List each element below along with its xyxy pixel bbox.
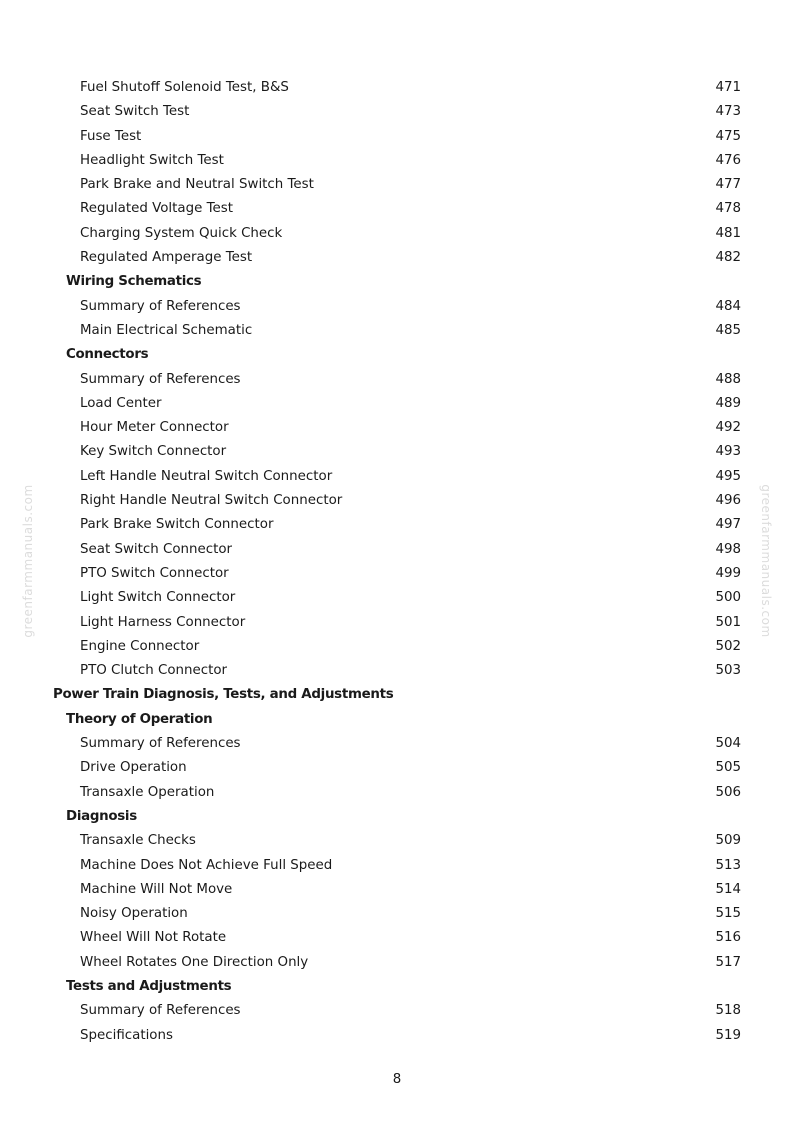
- toc-entry[interactable]: [0, 173, 794, 197]
- toc-page-number: 496: [715, 493, 741, 509]
- toc-page-number: 519: [715, 1027, 741, 1043]
- toc-entry[interactable]: [0, 416, 794, 440]
- toc-page-number: 477: [715, 177, 741, 193]
- toc-page-number: 478: [715, 201, 741, 217]
- toc-subsection-title: Tests and Adjustments: [66, 978, 232, 994]
- toc-page-number: 473: [715, 104, 741, 120]
- toc-page-number: 516: [715, 930, 741, 946]
- toc-section[interactable]: [0, 683, 794, 707]
- toc-page-number: 476: [715, 152, 741, 168]
- toc-entry[interactable]: [0, 513, 794, 537]
- toc-entry-title: PTO Clutch Connector: [80, 663, 228, 679]
- toc-entry[interactable]: [0, 125, 794, 149]
- toc-page-number: 504: [715, 736, 741, 752]
- toc-entry-title: Left Handle Neutral Switch Connector: [80, 468, 333, 484]
- toc-entry-title: Wheel Rotates One Direction Only: [80, 954, 309, 970]
- watermark-right: greenfarmmanuals.com: [759, 484, 773, 638]
- toc-subsection[interactable]: [0, 805, 794, 829]
- toc-page-number: 498: [715, 541, 741, 557]
- toc-page-number: 506: [715, 784, 741, 800]
- toc-subsection-title: Wiring Schematics: [66, 274, 202, 290]
- toc-page-number: 513: [715, 857, 741, 873]
- toc-entry-title: Fuel Shutoff Solenoid Test, B&S: [80, 80, 289, 95]
- toc-entry[interactable]: [0, 854, 794, 878]
- toc-entry[interactable]: [0, 732, 794, 756]
- toc-entry-title: Key Switch Connector: [80, 444, 227, 460]
- toc-entry-title: Transaxle Checks: [80, 833, 196, 849]
- toc-entry-title: Drive Operation: [80, 760, 187, 776]
- toc-entry-title: Engine Connector: [80, 638, 200, 654]
- toc-page-number: 475: [715, 128, 741, 144]
- toc-entry[interactable]: [0, 149, 794, 173]
- toc-page-number: 514: [715, 881, 741, 897]
- toc-entry-title: Main Electrical Schematic: [80, 322, 253, 338]
- toc-entry[interactable]: [0, 1024, 794, 1048]
- toc-subsection[interactable]: [0, 975, 794, 999]
- toc-page-number: 482: [715, 250, 741, 266]
- toc-entry[interactable]: [0, 222, 794, 246]
- toc-page-number: 485: [715, 322, 741, 338]
- toc-entry[interactable]: [0, 465, 794, 489]
- toc-entry-title: Park Brake Switch Connector: [80, 517, 274, 533]
- toc-entry-title: Light Harness Connector: [80, 614, 246, 630]
- toc-page-number: 509: [715, 833, 741, 849]
- toc-entry-title: Machine Does Not Achieve Full Speed: [80, 857, 333, 873]
- page-number: 8: [392, 1072, 402, 1087]
- toc-entry[interactable]: [0, 562, 794, 586]
- toc-entry[interactable]: [0, 781, 794, 805]
- toc-page-number: 493: [715, 444, 741, 460]
- toc-entry-title: Right Handle Neutral Switch Connector: [80, 493, 343, 509]
- toc-entry-title: Regulated Amperage Test: [80, 250, 253, 266]
- toc-entry-title: Park Brake and Neutral Switch Test: [80, 177, 314, 193]
- toc-entry[interactable]: [0, 829, 794, 853]
- toc-page-number: 501: [715, 614, 741, 630]
- toc-page-number: 492: [715, 420, 741, 436]
- toc-entry[interactable]: [0, 100, 794, 124]
- toc-entry[interactable]: [0, 295, 794, 319]
- toc-subsection[interactable]: [0, 343, 794, 367]
- toc-page-number: 497: [715, 517, 741, 533]
- toc-entry[interactable]: [0, 538, 794, 562]
- watermark-left: greenfarmmanuals.com: [21, 484, 35, 638]
- toc-entry[interactable]: [0, 440, 794, 464]
- toc-entry[interactable]: [0, 902, 794, 926]
- toc-section-title: Power Train Diagnosis, Tests, and Adjustments: [53, 687, 394, 703]
- toc-entry-title: Regulated Voltage Test: [80, 201, 233, 217]
- toc-entry[interactable]: [0, 659, 794, 683]
- toc-entry-title: Load Center: [80, 395, 162, 411]
- toc-entry-title: Seat Switch Test: [80, 104, 190, 120]
- toc-entry-title: Seat Switch Connector: [80, 541, 233, 557]
- toc-entry-title: Charging System Quick Check: [80, 225, 283, 241]
- table-of-contents: [0, 76, 794, 1048]
- toc-entry[interactable]: [0, 999, 794, 1023]
- toc-subsection-title: Theory of Operation: [66, 711, 213, 727]
- toc-entry-title: PTO Switch Connector: [80, 565, 229, 581]
- toc-page-number: 471: [715, 80, 741, 95]
- toc-entry[interactable]: [0, 246, 794, 270]
- toc-page-number: 502: [715, 638, 741, 654]
- toc-entry-title: Summary of References: [80, 1003, 241, 1019]
- toc-entry-title: Light Switch Connector: [80, 590, 236, 606]
- toc-subsection[interactable]: [0, 708, 794, 732]
- toc-page-number: 495: [715, 468, 741, 484]
- toc-entry[interactable]: [0, 635, 794, 659]
- toc-subsection[interactable]: [0, 270, 794, 294]
- toc-entry-title: Headlight Switch Test: [80, 152, 224, 168]
- toc-subsection-title: Connectors: [66, 347, 149, 363]
- toc-page-number: 500: [715, 590, 741, 606]
- toc-entry-title: Machine Will Not Move: [80, 881, 233, 897]
- toc-entry-title: Transaxle Operation: [80, 784, 215, 800]
- toc-entry-title: Wheel Will Not Rotate: [80, 930, 227, 946]
- toc-page-number: 489: [715, 395, 741, 411]
- toc-entry[interactable]: [0, 197, 794, 221]
- toc-page-number: 505: [715, 760, 741, 776]
- toc-entry-title: Fuse Test: [80, 128, 142, 144]
- toc-page-number: 518: [715, 1003, 741, 1019]
- toc-entry[interactable]: [0, 951, 794, 975]
- toc-page-number: 484: [715, 298, 741, 314]
- toc-entry-title: Hour Meter Connector: [80, 420, 229, 436]
- toc-entry[interactable]: [0, 76, 794, 100]
- toc-entry[interactable]: [0, 319, 794, 343]
- toc-entry[interactable]: [0, 926, 794, 950]
- toc-page-number: 481: [715, 225, 741, 241]
- toc-entry-title: Summary of References: [80, 298, 241, 314]
- toc-page-number: 499: [715, 565, 741, 581]
- toc-entry-title: Specifications: [80, 1027, 173, 1043]
- toc-entry[interactable]: [0, 586, 794, 610]
- toc-page-number: 517: [715, 954, 741, 970]
- toc-subsection-title: Diagnosis: [66, 808, 137, 824]
- toc-entry[interactable]: [0, 489, 794, 513]
- toc-entry[interactable]: [0, 368, 794, 392]
- toc-page-number: 515: [715, 906, 741, 922]
- toc-entry[interactable]: [0, 878, 794, 902]
- toc-entry[interactable]: [0, 392, 794, 416]
- toc-entry-title: Summary of References: [80, 736, 241, 752]
- toc-entry[interactable]: [0, 756, 794, 780]
- toc-entry-title: Summary of References: [80, 371, 241, 387]
- toc-page-number: 488: [715, 371, 741, 387]
- toc-page-number: 503: [715, 663, 741, 679]
- toc-entry-title: Noisy Operation: [80, 906, 188, 922]
- toc-entry[interactable]: [0, 611, 794, 635]
